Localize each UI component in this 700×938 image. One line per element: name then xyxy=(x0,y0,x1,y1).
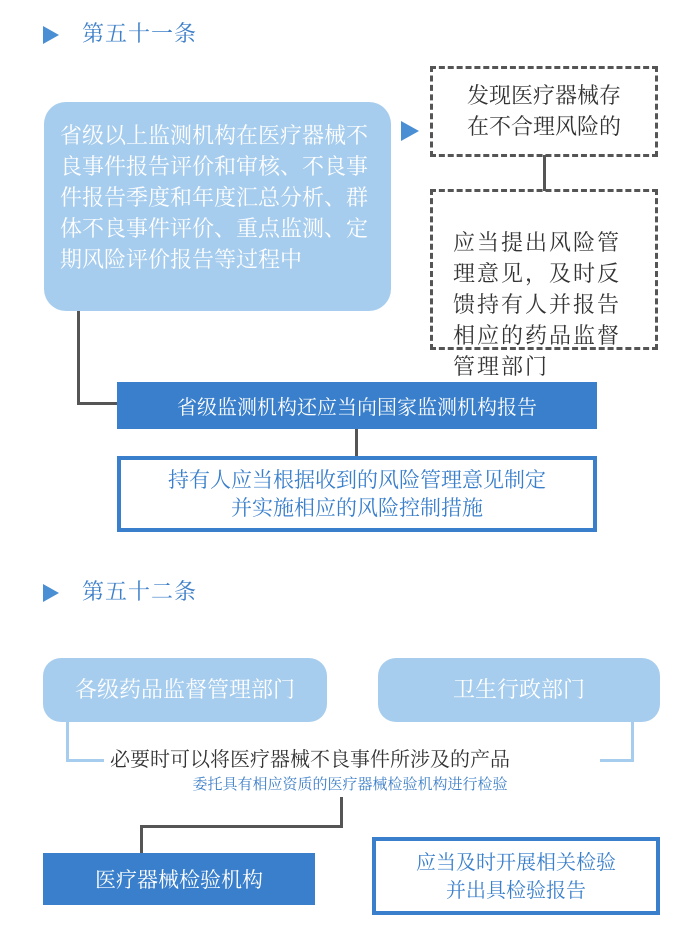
connector-text-to-org-horizontal xyxy=(140,825,343,828)
inspection-org-text: 医疗器械检验机构 xyxy=(95,868,263,892)
connector-report-to-holder xyxy=(355,428,358,458)
holder-measures-box xyxy=(117,456,597,532)
may-entrust-text: 必要时可以将医疗器械不良事件所涉及的产品 xyxy=(110,747,510,771)
inspection-action-box xyxy=(372,837,660,915)
article-51-title: 第五十一条 xyxy=(82,22,198,47)
provincial-report-text: 省级监测机构还应当向国家监测机构报告 xyxy=(177,395,537,419)
connector-text-to-org-vertical xyxy=(340,797,343,827)
inspection-action-text: 应当及时开展相关检验 并出具检验报告 xyxy=(416,850,616,902)
risk-found-text: 发现医疗器械存 在不合理风险的 xyxy=(466,83,621,140)
bracket-left-vertical xyxy=(66,722,69,762)
bracket-right-vertical xyxy=(631,722,634,762)
section-marker-icon xyxy=(43,584,59,602)
arrow-right-icon xyxy=(401,121,419,141)
inspection-org-box xyxy=(43,853,315,905)
bracket-left-horizontal xyxy=(66,759,104,762)
article-52-title: 第五十二条 xyxy=(82,580,198,605)
bracket-right-horizontal xyxy=(600,759,634,762)
connector-org-vertical xyxy=(140,825,143,855)
main-monitoring-text: 省级以上监测机构在医疗器械不良事件报告评价和审核、不良事件报告季度和年度汇总分析、群体不良事件评价、重点监测、定期风险评价报告等过程中 xyxy=(60,124,369,273)
entrust-inspection-text: 委托具有相应资质的医疗器械检验机构进行检验 xyxy=(192,775,508,793)
health-admin-dept-box xyxy=(378,658,660,722)
connector-main-to-report-vertical xyxy=(77,305,80,405)
holder-measures-text: 持有人应当根据收到的风险管理意见制定 并实施相应的风险控制措施 xyxy=(168,468,546,520)
provincial-report-box xyxy=(117,382,597,429)
connector-risk-to-opinion xyxy=(543,155,546,191)
section-marker-icon xyxy=(43,26,59,44)
health-admin-dept-text: 卫生行政部门 xyxy=(452,677,585,703)
drug-supervision-dept-text: 各级药品监督管理部门 xyxy=(74,677,295,703)
risk-opinion-box xyxy=(430,189,658,380)
main-monitoring-box xyxy=(44,102,391,311)
risk-found-box xyxy=(430,66,658,157)
risk-opinion-text: 应当提出风险管 理意见，及时反 馈持有人并报告 相应的药品监督 管理部门 xyxy=(453,231,622,380)
drug-supervision-dept-box xyxy=(43,658,327,722)
connector-main-to-report-horizontal xyxy=(77,402,119,405)
